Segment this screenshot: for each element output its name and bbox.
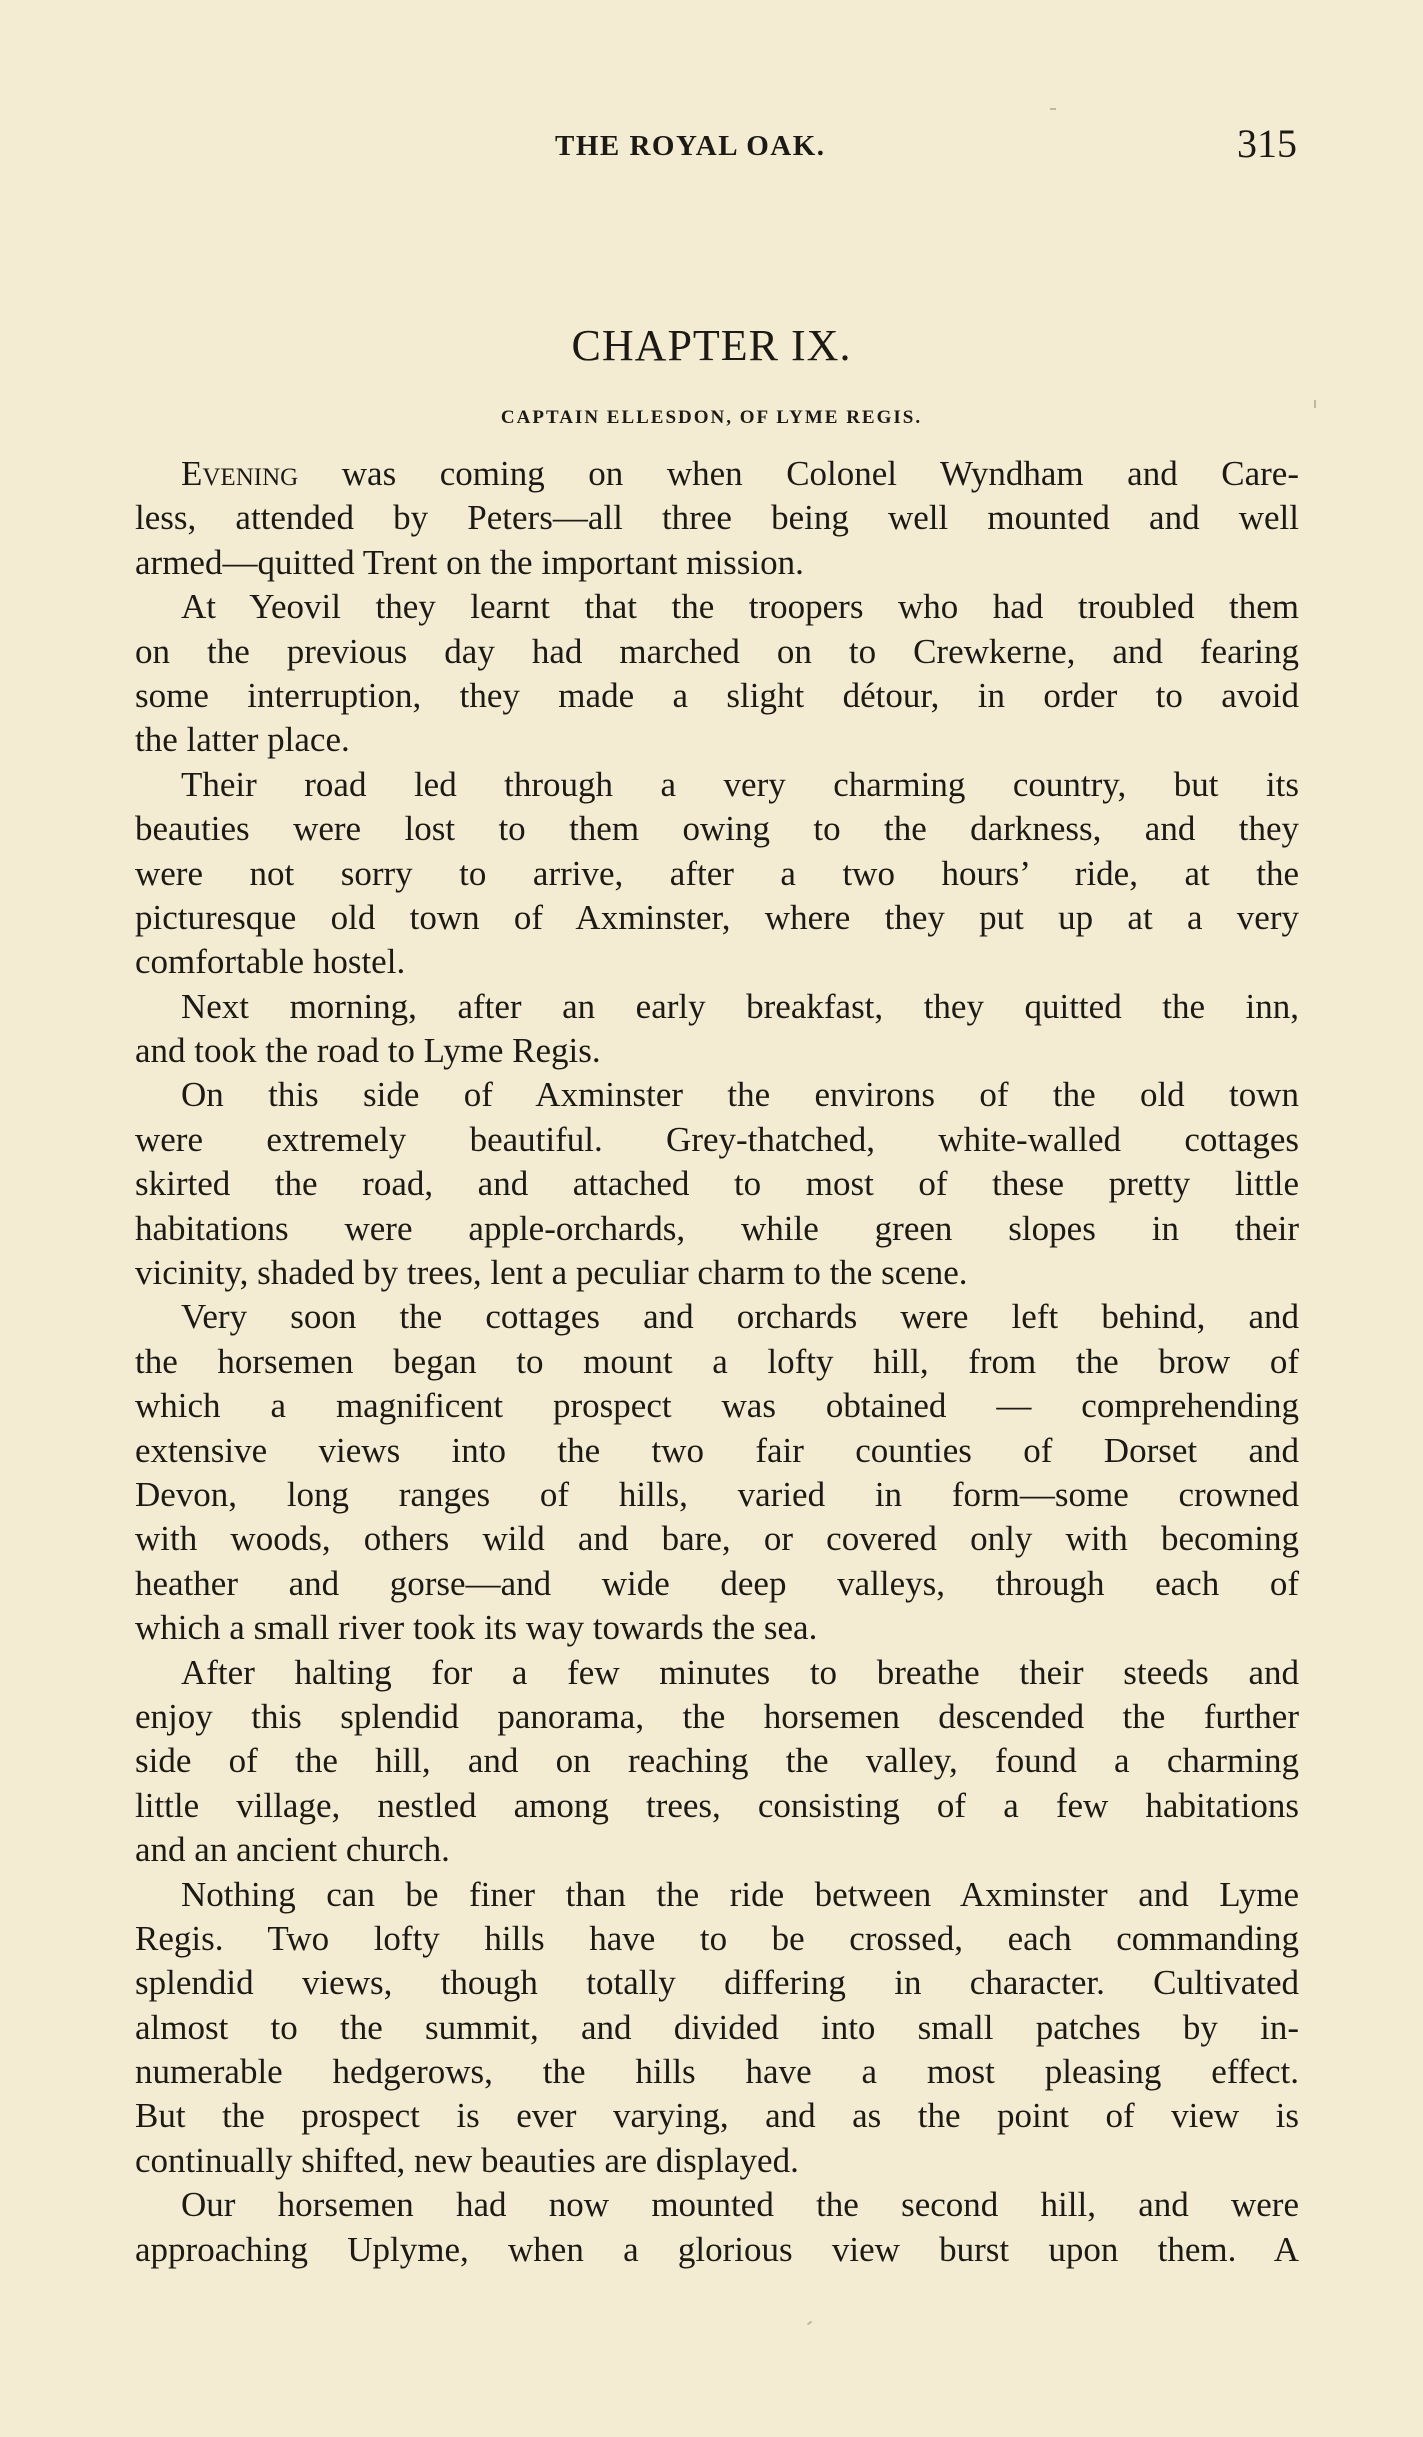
text-line: Nothing can be finer than the ride between Axminster and Lyme (181, 1874, 1299, 1914)
text-line: approaching Uplyme, when a glorious view burst upon them. A (135, 2229, 1299, 2269)
text-line: Our horsemen had now mounted the second hill, and were (181, 2185, 1299, 2225)
chapter-subtitle: CAPTAIN ELLESDON, OF LYME REGIS. (500, 407, 923, 428)
text-line: picturesque old town of Axminster, where they put up at a very (135, 897, 1299, 937)
text-line: Regis. Two lofty hills have to be crossed, each commanding (135, 1918, 1299, 1958)
text-line: continually shifted, new beauties are displayed. (135, 2140, 799, 2180)
text-line: Devon, long ranges of hills, varied in form—some crowned (135, 1474, 1299, 1514)
paper-speck (1050, 108, 1056, 110)
text-line: less, attended by Peters—all three being well mounted and well (135, 498, 1299, 538)
text-line: almost to the summit, and divided into small patches by in- (135, 2007, 1299, 2047)
text-line: After halting for a few minutes to breathe their steeds and (181, 1652, 1299, 1692)
text-line: and an ancient church. (135, 1830, 450, 1870)
text-line: vicinity, shaded by trees, lent a peculiar charm to the scene. (135, 1253, 968, 1293)
text-line: numerable hedgerows, the hills have a most pleasing effect. (135, 2052, 1299, 2092)
text-line: side of the hill, and on reaching the valley, found a charming (135, 1741, 1299, 1781)
text-line: the horsemen began to mount a lofty hill, from the brow of (135, 1341, 1299, 1381)
text-line: were extremely beautiful. Grey-thatched, white-walled cottages (135, 1119, 1299, 1159)
text-line: which a small river took its way towards the sea. (135, 1608, 818, 1648)
chapter-title: CHAPTER IX. (571, 321, 852, 370)
running-head (135, 118, 1297, 170)
text-line: splendid views, though totally differing in character. Cultivated (135, 1963, 1299, 2003)
body-text (135, 452, 1299, 2272)
text-line: and took the road to Lyme Regis. (135, 1031, 601, 1071)
text-line: comfortable hostel. (135, 942, 406, 982)
text-line: Next morning, after an early breakfast, they quitted the inn, (181, 986, 1299, 1026)
text-line: little village, nestled among trees, consisting of a few habitations (135, 1785, 1299, 1825)
text-line: But the prospect is ever varying, and as the point of view is (135, 2096, 1299, 2136)
opening-word: Evening (181, 454, 299, 493)
text-line: some interruption, they made a slight détour, in order to avoid (135, 675, 1299, 715)
text-line-content: was coming on when Colonel Wyndham and Care- (298, 454, 1299, 493)
text-line: Their road led through a very charming country, but its (181, 764, 1299, 804)
text-line (135, 452, 1299, 496)
running-title: THE ROYAL OAK. (555, 130, 826, 162)
text-line: beauties were lost to them owing to the darkness, and they (135, 809, 1299, 849)
text-line: extensive views into the two fair counties of Dorset and (135, 1430, 1299, 1470)
text-line: At Yeovil they learnt that the troopers who had troubled them (181, 587, 1299, 627)
text-line: on the previous day had marched on to Crewkerne, and fearing (135, 631, 1299, 671)
text-line: Very soon the cottages and orchards were left behind, and (181, 1297, 1299, 1337)
text-line: enjoy this splendid panorama, the horsemen descended the further (135, 1696, 1299, 1736)
text-line: armed—quitted Trent on the important mission. (135, 542, 804, 582)
text-line: skirted the road, and attached to most of these pretty little (135, 1164, 1299, 1204)
text-line: habitations were apple-orchards, while green slopes in their (135, 1208, 1299, 1248)
text-line: On this side of Axminster the environs of the old town (181, 1075, 1299, 1115)
text-line: the latter place. (135, 720, 350, 760)
text-line: with woods, others wild and bare, or covered only with becoming (135, 1519, 1299, 1559)
page-number: 315 (1237, 121, 1297, 166)
paper-speck (807, 2321, 812, 2326)
text-line: which a magnificent prospect was obtained — comprehending (135, 1386, 1299, 1426)
text-line: were not sorry to arrive, after a two hours’ ride, at the (135, 853, 1299, 893)
paper-speck (1314, 400, 1316, 408)
text-line: heather and gorse—and wide deep valleys, through each of (135, 1563, 1299, 1603)
